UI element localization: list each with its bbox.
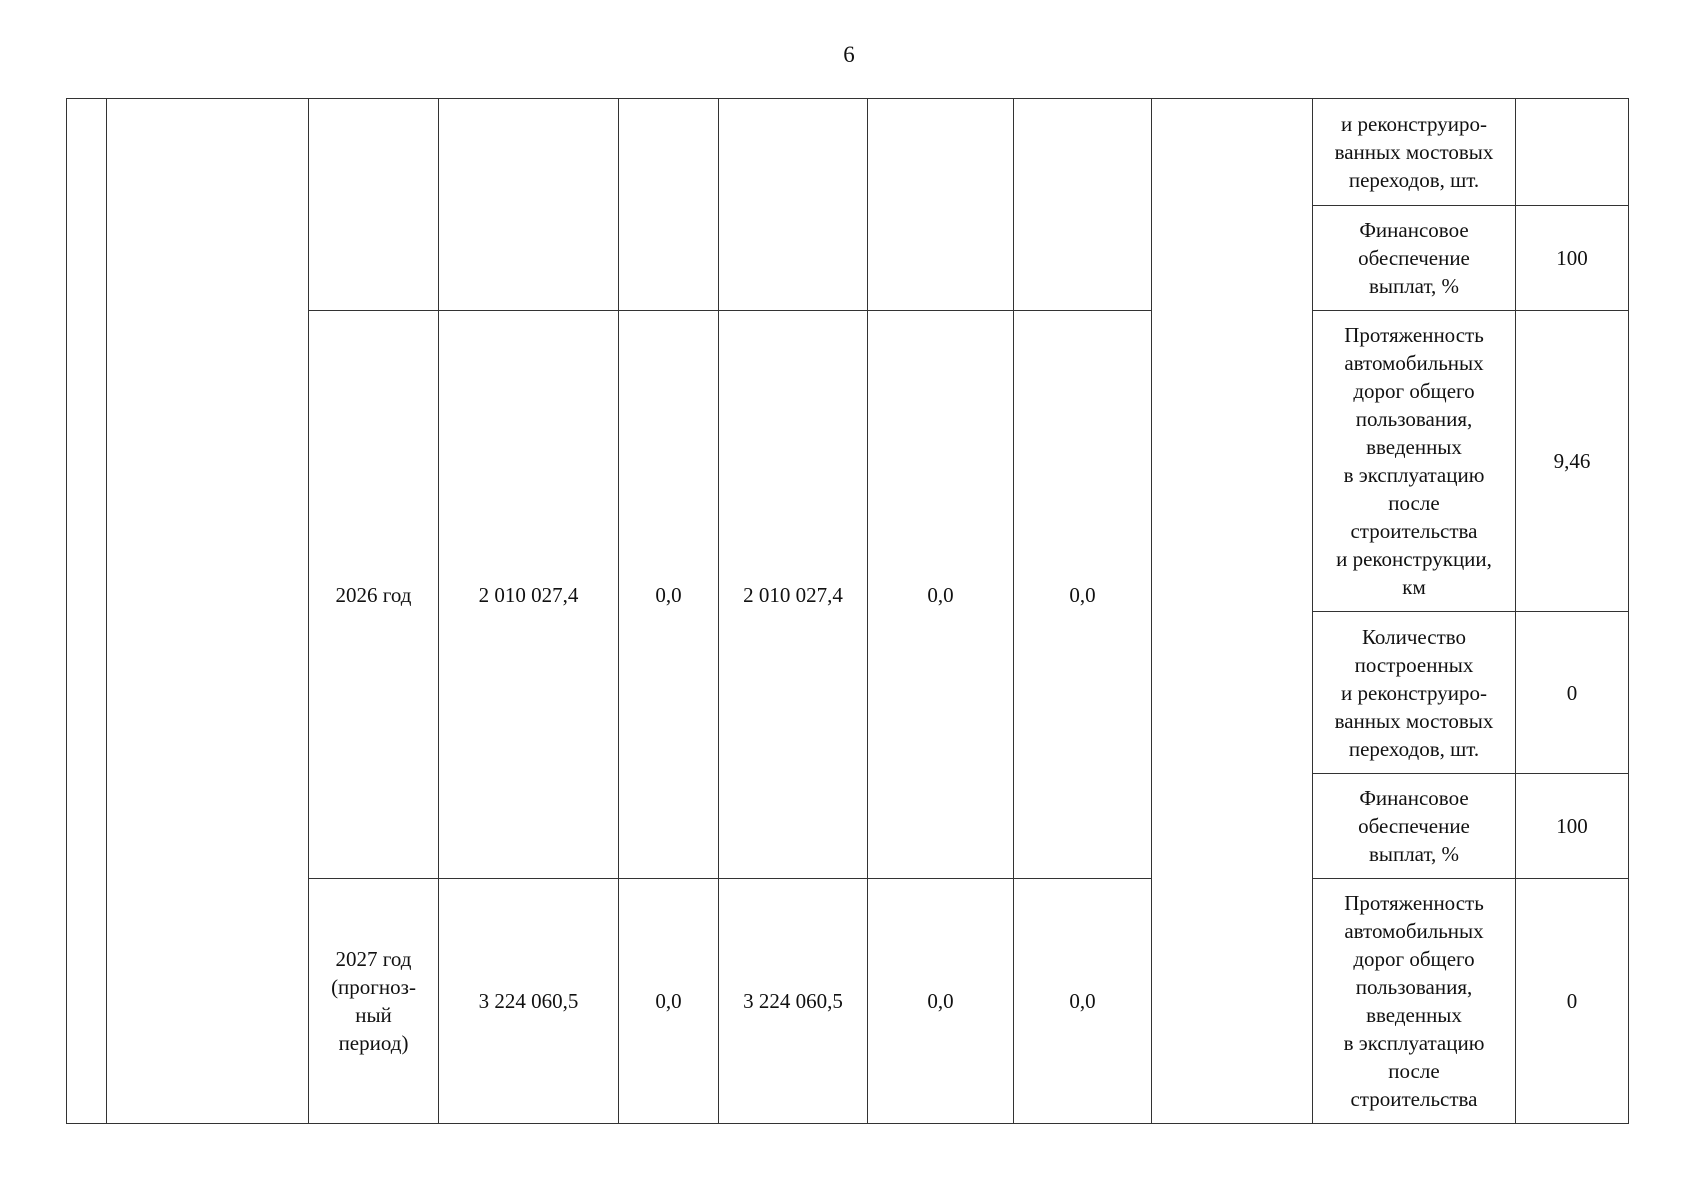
indicator-value: 100 — [1516, 206, 1629, 311]
indicator-name: Протяженность автомобильных дорог общего пользования, введенных в эксплуатацию после строительства и реконструкции, км — [1313, 311, 1516, 612]
indicator-value: 9,46 — [1516, 311, 1629, 612]
federal-cell: 0,0 — [619, 879, 719, 1124]
regional-cell — [719, 99, 868, 311]
indicator-value: 100 — [1516, 774, 1629, 879]
local-cell — [868, 99, 1014, 311]
year-cell: 2027 год (прогноз- ный период) — [309, 879, 439, 1124]
other-cell: 0,0 — [1014, 311, 1152, 879]
event-name-cell — [107, 99, 309, 1124]
year-cell — [309, 99, 439, 311]
year-cell: 2026 год — [309, 311, 439, 879]
local-cell: 0,0 — [868, 311, 1014, 879]
local-cell: 0,0 — [868, 879, 1014, 1124]
indicator-name: Финансовое обеспечение выплат, % — [1313, 206, 1516, 311]
total-cell — [439, 99, 619, 311]
federal-cell: 0,0 — [619, 311, 719, 879]
total-cell: 3 224 060,5 — [439, 879, 619, 1124]
page-number: 6 — [843, 42, 855, 67]
other-cell — [1014, 99, 1152, 311]
federal-cell — [619, 99, 719, 311]
regional-cell: 3 224 060,5 — [719, 879, 868, 1124]
indicator-name: и реконструиро- ванных мостовых переходов, шт. — [1313, 99, 1516, 206]
program-table — [66, 98, 1629, 1124]
number-cell — [67, 99, 107, 1124]
indicator-value: 0 — [1516, 879, 1629, 1124]
indicator-name: Протяженность автомобильных дорог общего пользования, введенных в эксплуатацию после строительства — [1313, 879, 1516, 1124]
indicator-name: Количество построенных и реконструиро- ванных мостовых переходов, шт. — [1313, 612, 1516, 774]
other-cell: 0,0 — [1014, 879, 1152, 1124]
indicator-value: 0 — [1516, 612, 1629, 774]
indicator-value — [1516, 99, 1629, 206]
table-row — [67, 99, 1629, 206]
total-cell: 2 010 027,4 — [439, 311, 619, 879]
indicator-name: Финансовое обеспечение выплат, % — [1313, 774, 1516, 879]
regional-cell: 2 010 027,4 — [719, 311, 868, 879]
executor-cell — [1152, 99, 1313, 1124]
